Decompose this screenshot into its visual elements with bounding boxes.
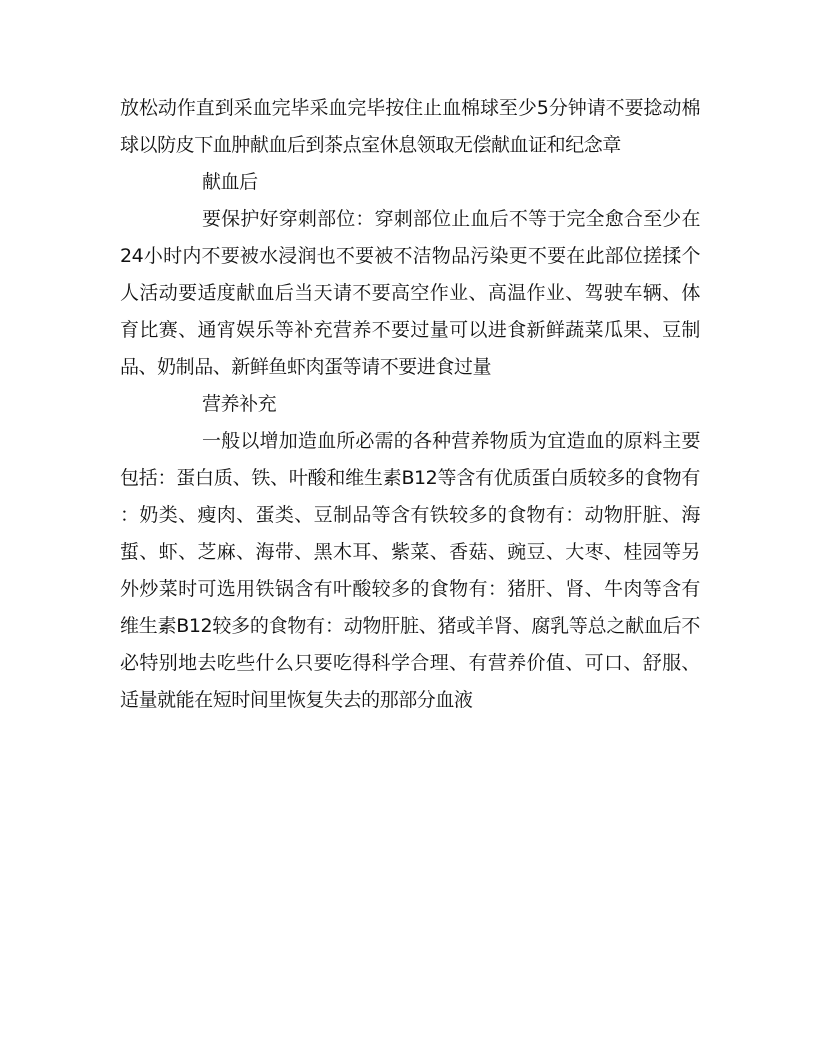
paragraph-line: 要保护好穿刺部位：穿刺部位止血后不等于完全愈合至少在 [202, 208, 700, 230]
paragraph-line: 外炒菜时可选用铁锅含有叶酸较多的食物有：猪肝、肾、牛肉等含有 [120, 578, 700, 600]
paragraph-line: 必特别地去吃些什么只要吃得科学合理、有营养价值、可口、舒服、 [120, 652, 700, 674]
paragraph-line: 放松动作直到采血完毕采血完毕按住止血棉球至少5分钟请不要捻动棉 [120, 97, 700, 119]
paragraph-line: 维生素B12较多的食物有：动物肝脏、猪或羊肾、腐乳等总之献血后不 [120, 615, 700, 637]
paragraph-line: 育比赛、通宵娱乐等补充营养不要过量可以进食新鲜蔬菜瓜果、豆制 [120, 319, 700, 341]
paragraph-line: 适量就能在短时间里恢复失去的那部分血液 [120, 689, 473, 711]
paragraph-line: 24小时内不要被水浸润也不要被不洁物品污染更不要在此部位搓揉个 [120, 245, 700, 267]
paragraph-line: ：奶类、瘦肉、蛋类、豆制品等含有铁较多的食物有：动物肝脏、海 [120, 504, 700, 526]
section-heading-after-donation: 献血后 [202, 171, 258, 193]
paragraph-line: 品、奶制品、新鲜鱼虾肉蛋等请不要进食过量 [120, 356, 492, 378]
paragraph-line: 一般以增加造血所必需的各种营养物质为宜造血的原料主要 [202, 430, 700, 452]
paragraph-line: 人活动要适度献血后当天请不要高空作业、高温作业、驾驶车辆、体 [120, 282, 700, 304]
paragraph-line: 包括：蛋白质、铁、叶酸和维生素B12等含有优质蛋白质较多的食物有 [120, 467, 700, 489]
section-heading-nutrition: 营养补充 [202, 393, 277, 415]
paragraph-line: 蜇、虾、芝麻、海带、黑木耳、紫菜、香菇、豌豆、大枣、桂园等另 [120, 541, 700, 563]
paragraph-line: 球以防皮下血肿献血后到茶点室休息领取无偿献血证和纪念章 [120, 134, 621, 156]
